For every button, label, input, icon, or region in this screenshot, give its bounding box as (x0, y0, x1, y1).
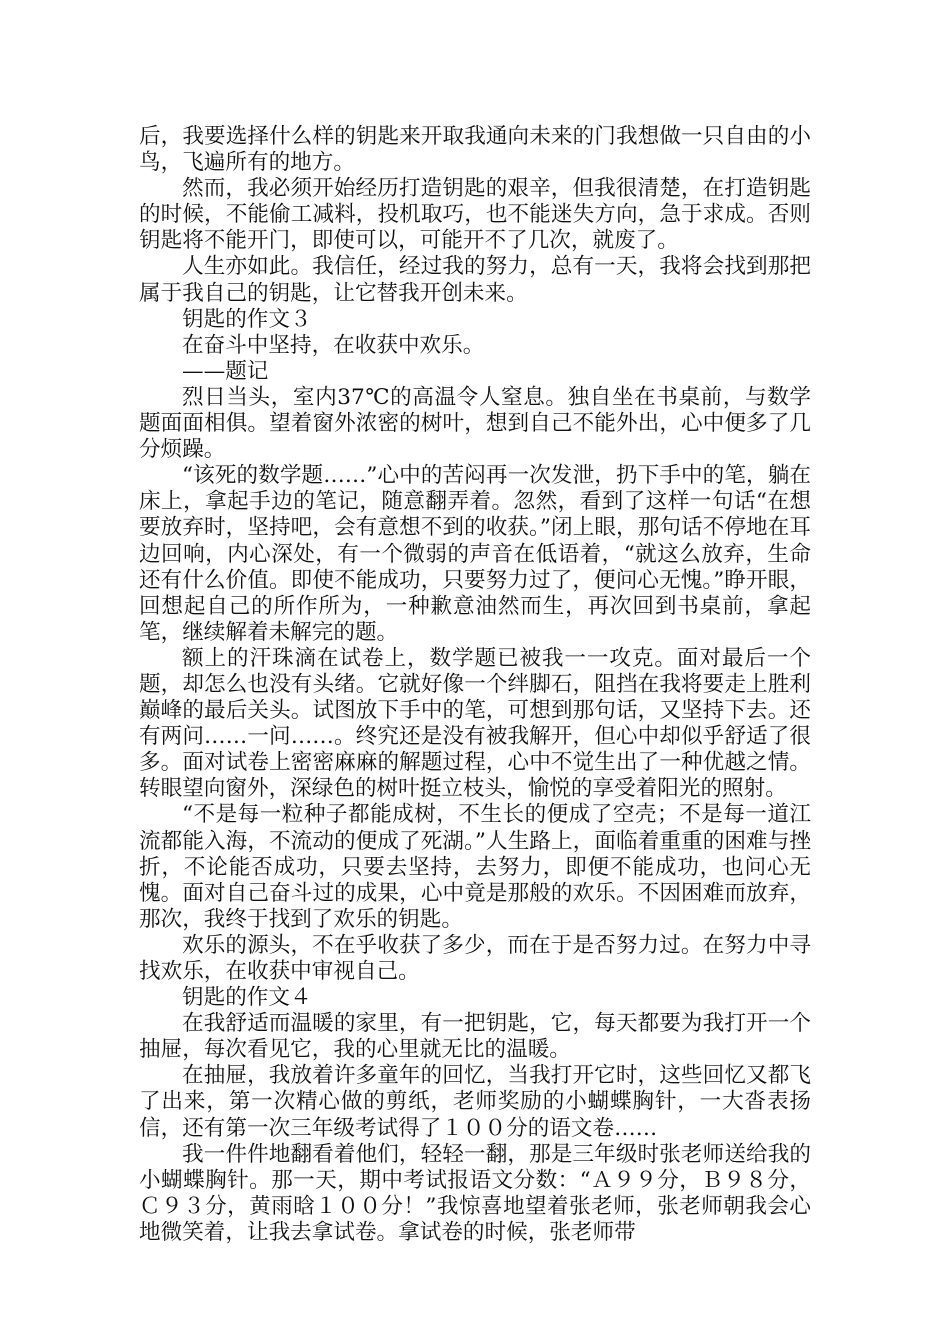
paragraph-9: 额上的汗珠滴在试卷上，数学题已被我一一攻克。面对最后一个题，却怎么也没有头绪。它就好像一个绊脚石，阻挡在我将要走上胜利巅峰的最后关头。试图放下手中的笔，可想到那句话，又坚持下去。还有两问……一问……。终究还是没有被我解开，但心中却似乎舒适了很多。面对试卷上密密麻麻的解题过程，心中不觉生出了一种优越之情。转眼望向窗外，深绿色的树叶挺立枝头，愉悦的享受着阳光的照射。 (139, 645, 811, 802)
essay-title-4: 钥匙的作文４ (182, 985, 312, 1011)
paragraph-15: 我一件件地翻看着他们，轻轻一翻，那是三年级时张老师送给我的小蝴蝶胸针。那一天，期中考试报语文分数：“Ａ９９分，Ｂ９８分，Ｃ９３分，黄雨晗１００分！”我惊喜地望着张老师，张老师朝我会心地微笑着，让我去拿试卷。拿试卷的时候，张老师带 (139, 1141, 811, 1245)
paragraph-2: 然而，我必须开始经历打造钥匙的艰辛，但我很清楚，在打造钥匙的时候，不能偷工减料，投机取巧，也不能迷失方向，急于求成。否则钥匙将不能开门，即使可以，可能开不了几次，就废了。 (139, 176, 811, 254)
paragraph-10: “不是每一粒种子都能成树，不生长的便成了空壳；不是每一道江流都能入海，不流动的便成了死湖。”人生路上，面临着重重的困难与挫折，不论能否成功，只要去坚持，去努力，即便不能成功，也问心无愧。面对自己奋斗过的成果，心中竟是那般的欢乐。不因困难而放弃，那次，我终于找到了欢乐的钥匙。 (139, 802, 811, 932)
paragraph-8: “该死的数学题……”心中的苦闷再一次发泄，扔下手中的笔，躺在床上，拿起手边的笔记，随意翻弄着。忽然，看到了这样一句话“在想要放弃时，坚持吧，会有意想不到的收获。”闭上眼，那句话不停地在耳边回响，内心深处，有一个微弱的声音在低语着，“就这么放弃，生命还有什么价值。即使不能成功，只要努力过了，便问心无愧。”睁开眼，回想起自己的所作所为，一种歉意油然而生，再次回到书桌前，拿起笔，继续解着未解完的题。 (139, 463, 811, 645)
paragraph-3: 人生亦如此。我信任，经过我的努力，总有一天，我将会找到那把属于我自己的钥匙，让它替我开创未来。 (139, 254, 811, 306)
paragraph-14: 在抽屉，我放着许多童年的回忆，当我打开它时，这些回忆又都飞了出来，第一次精心做的剪纸，老师奖励的小蝴蝶胸针，一大沓表扬信，还有第一次三年级考试得了１００分的语文卷…… (139, 1063, 811, 1141)
paragraph-11: 欢乐的源头，不在乎收获了多少，而在于是否努力过。在努力中寻找欢乐，在收获中审视自己。 (139, 932, 811, 984)
paragraph-1: 后，我要选择什么样的钥匙来开取我通向未来的门我想做一只自由的小鸟，飞遍所有的地方。 (139, 124, 811, 176)
essay-body (139, 124, 811, 1246)
epigraph-attribution: ——题记 (182, 358, 269, 384)
paragraph-7: 烈日当头，室内37℃的高温令人窒息。独自坐在书桌前，与数学题面面相俱。望着窗外浓密的树叶，想到自己不能外出，心中便多了几分烦躁。 (139, 384, 811, 463)
paragraph-13: 在我舒适而温暖的家里，有一把钥匙，它，每天都要为我打开一个抽屉，每次看见它，我的心里就无比的温暖。 (139, 1011, 811, 1063)
essay-title-3: 钥匙的作文３ (182, 306, 312, 332)
epigraph: 在奋斗中坚持，在收获中欢乐。 (182, 332, 485, 358)
